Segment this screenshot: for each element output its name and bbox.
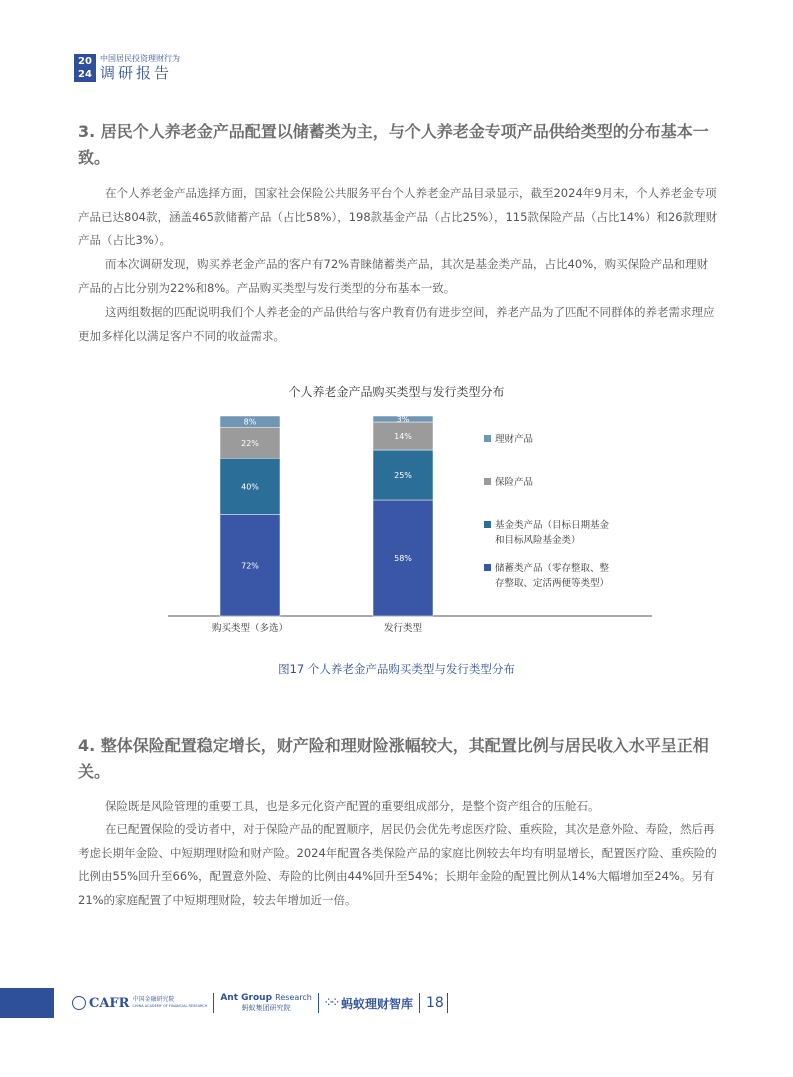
ant-group-research-logo: Ant Group Research 蚂蚁集团研究院	[220, 993, 312, 1012]
data-label: 72%	[241, 561, 259, 571]
data-label: 25%	[394, 471, 412, 480]
category-label: 购买类型（多选）	[211, 623, 289, 634]
footer-separator	[447, 993, 448, 1013]
legend-label: 储蓄类产品（零存整取、整	[495, 563, 610, 574]
section-4-title: 4. 整体保险配置稳定增长，财产险和理财险涨幅较大，其配置比例与居民收入水平呈正相关。	[78, 736, 709, 781]
data-label: 58%	[394, 554, 412, 563]
legend-swatch	[484, 564, 491, 571]
page-number: 18	[425, 995, 444, 1011]
legend-swatch	[484, 435, 491, 442]
antwealth-logo: ⁘⁘ 蚂蚁理财智库	[324, 996, 413, 1011]
footer-separator	[419, 993, 420, 1013]
data-label: 14%	[394, 432, 412, 441]
legend-label: 基金类产品（目标日期基金	[495, 520, 610, 531]
figure-caption: 图17 个人养老金产品购买类型与发行类型分布	[278, 662, 515, 676]
data-label: 22%	[241, 438, 259, 448]
category-label: 发行类型	[383, 623, 423, 634]
data-label: 40%	[241, 482, 259, 492]
chart-title: 个人养老金产品购买类型与发行类型分布	[288, 385, 505, 399]
report-logo	[74, 54, 180, 82]
section-4-paragraph-2: 在已配置保险的受访者中，对于保险产品的配置顺序，居民仍会优先考虑医疗险、重疾险，其次是意外险、寿险，然后再考虑长期年金险、中短期理财险和财产险。2024年配置各类保险产品的家庭比例较去年均有明显增长，配置医疗险、重疾险的比例由55%回升至66%，配置意外险、寿险的比例由44%回升至54%；长期年金险的配置比例从14%大幅增加至24%。另有21%的家庭配置了中短期理财险，较去年增加近一倍。	[78, 822, 717, 907]
legend-label: 保险产品	[495, 477, 534, 488]
report-subtitle: 中国居民投资理财行为	[100, 54, 180, 63]
data-label: 8%	[243, 417, 257, 427]
stacked-bar-chart	[0, 405, 793, 640]
cafr-emblem-icon	[72, 996, 86, 1010]
legend-label: 存整取、定活两便等类型）	[495, 578, 610, 589]
dots-icon: ⁘⁘	[324, 998, 338, 1008]
legend-label: 和目标风险基金类）	[495, 535, 581, 546]
section-3-paragraph-2: 而本次调研发现，购买养老金产品的客户有72%青睐储蓄类产品，其次是基金类产品，占比40%，购买保险产品和理财产品的占比分别为22%和8%。产品购买类型与发行类型的分布基本一致。	[78, 257, 709, 295]
footer	[72, 990, 454, 1016]
year-badge: 20 24	[74, 54, 96, 82]
report-title: 调研报告	[100, 64, 173, 82]
footer-separator	[213, 993, 214, 1013]
cafr-logo: CAFR 中国金融研究院 CHINA ACADEMY OF FINANCIAL RESEARCH	[72, 996, 207, 1011]
section-3-paragraph-3: 这两组数据的匹配说明我们个人养老金的产品供给与客户教育仍有进步空间，养老产品为了匹配不同群体的养老需求理应更加多样化以满足客户不同的收益需求。	[78, 305, 715, 343]
legend-swatch	[484, 521, 491, 528]
section-3-paragraph-1: 在个人养老金产品选择方面，国家社会保险公共服务平台个人养老金产品目录显示，截至2024年9月末，个人养老金专项产品已达804款，涵盖465款储蓄产品（占比58%），198款基金产品（占比25%），115款保险产品（占比14%）和26款理财产品（占比3%）。	[78, 186, 718, 247]
legend-swatch	[484, 478, 491, 485]
legend-label: 理财产品	[495, 434, 534, 445]
footer-separator	[318, 993, 319, 1013]
footer-accent-bar	[0, 988, 54, 1018]
section-3-title: 3. 居民个人养老金产品配置以储蓄类为主，与个人养老金专项产品供给类型的分布基本一致。	[78, 122, 709, 167]
section-4-paragraph-1: 保险既是风险管理的重要工具，也是多元化资产配置的重要组成部分，是整个资产组合的压舱石。	[105, 799, 600, 813]
data-label: 3%	[396, 415, 410, 424]
